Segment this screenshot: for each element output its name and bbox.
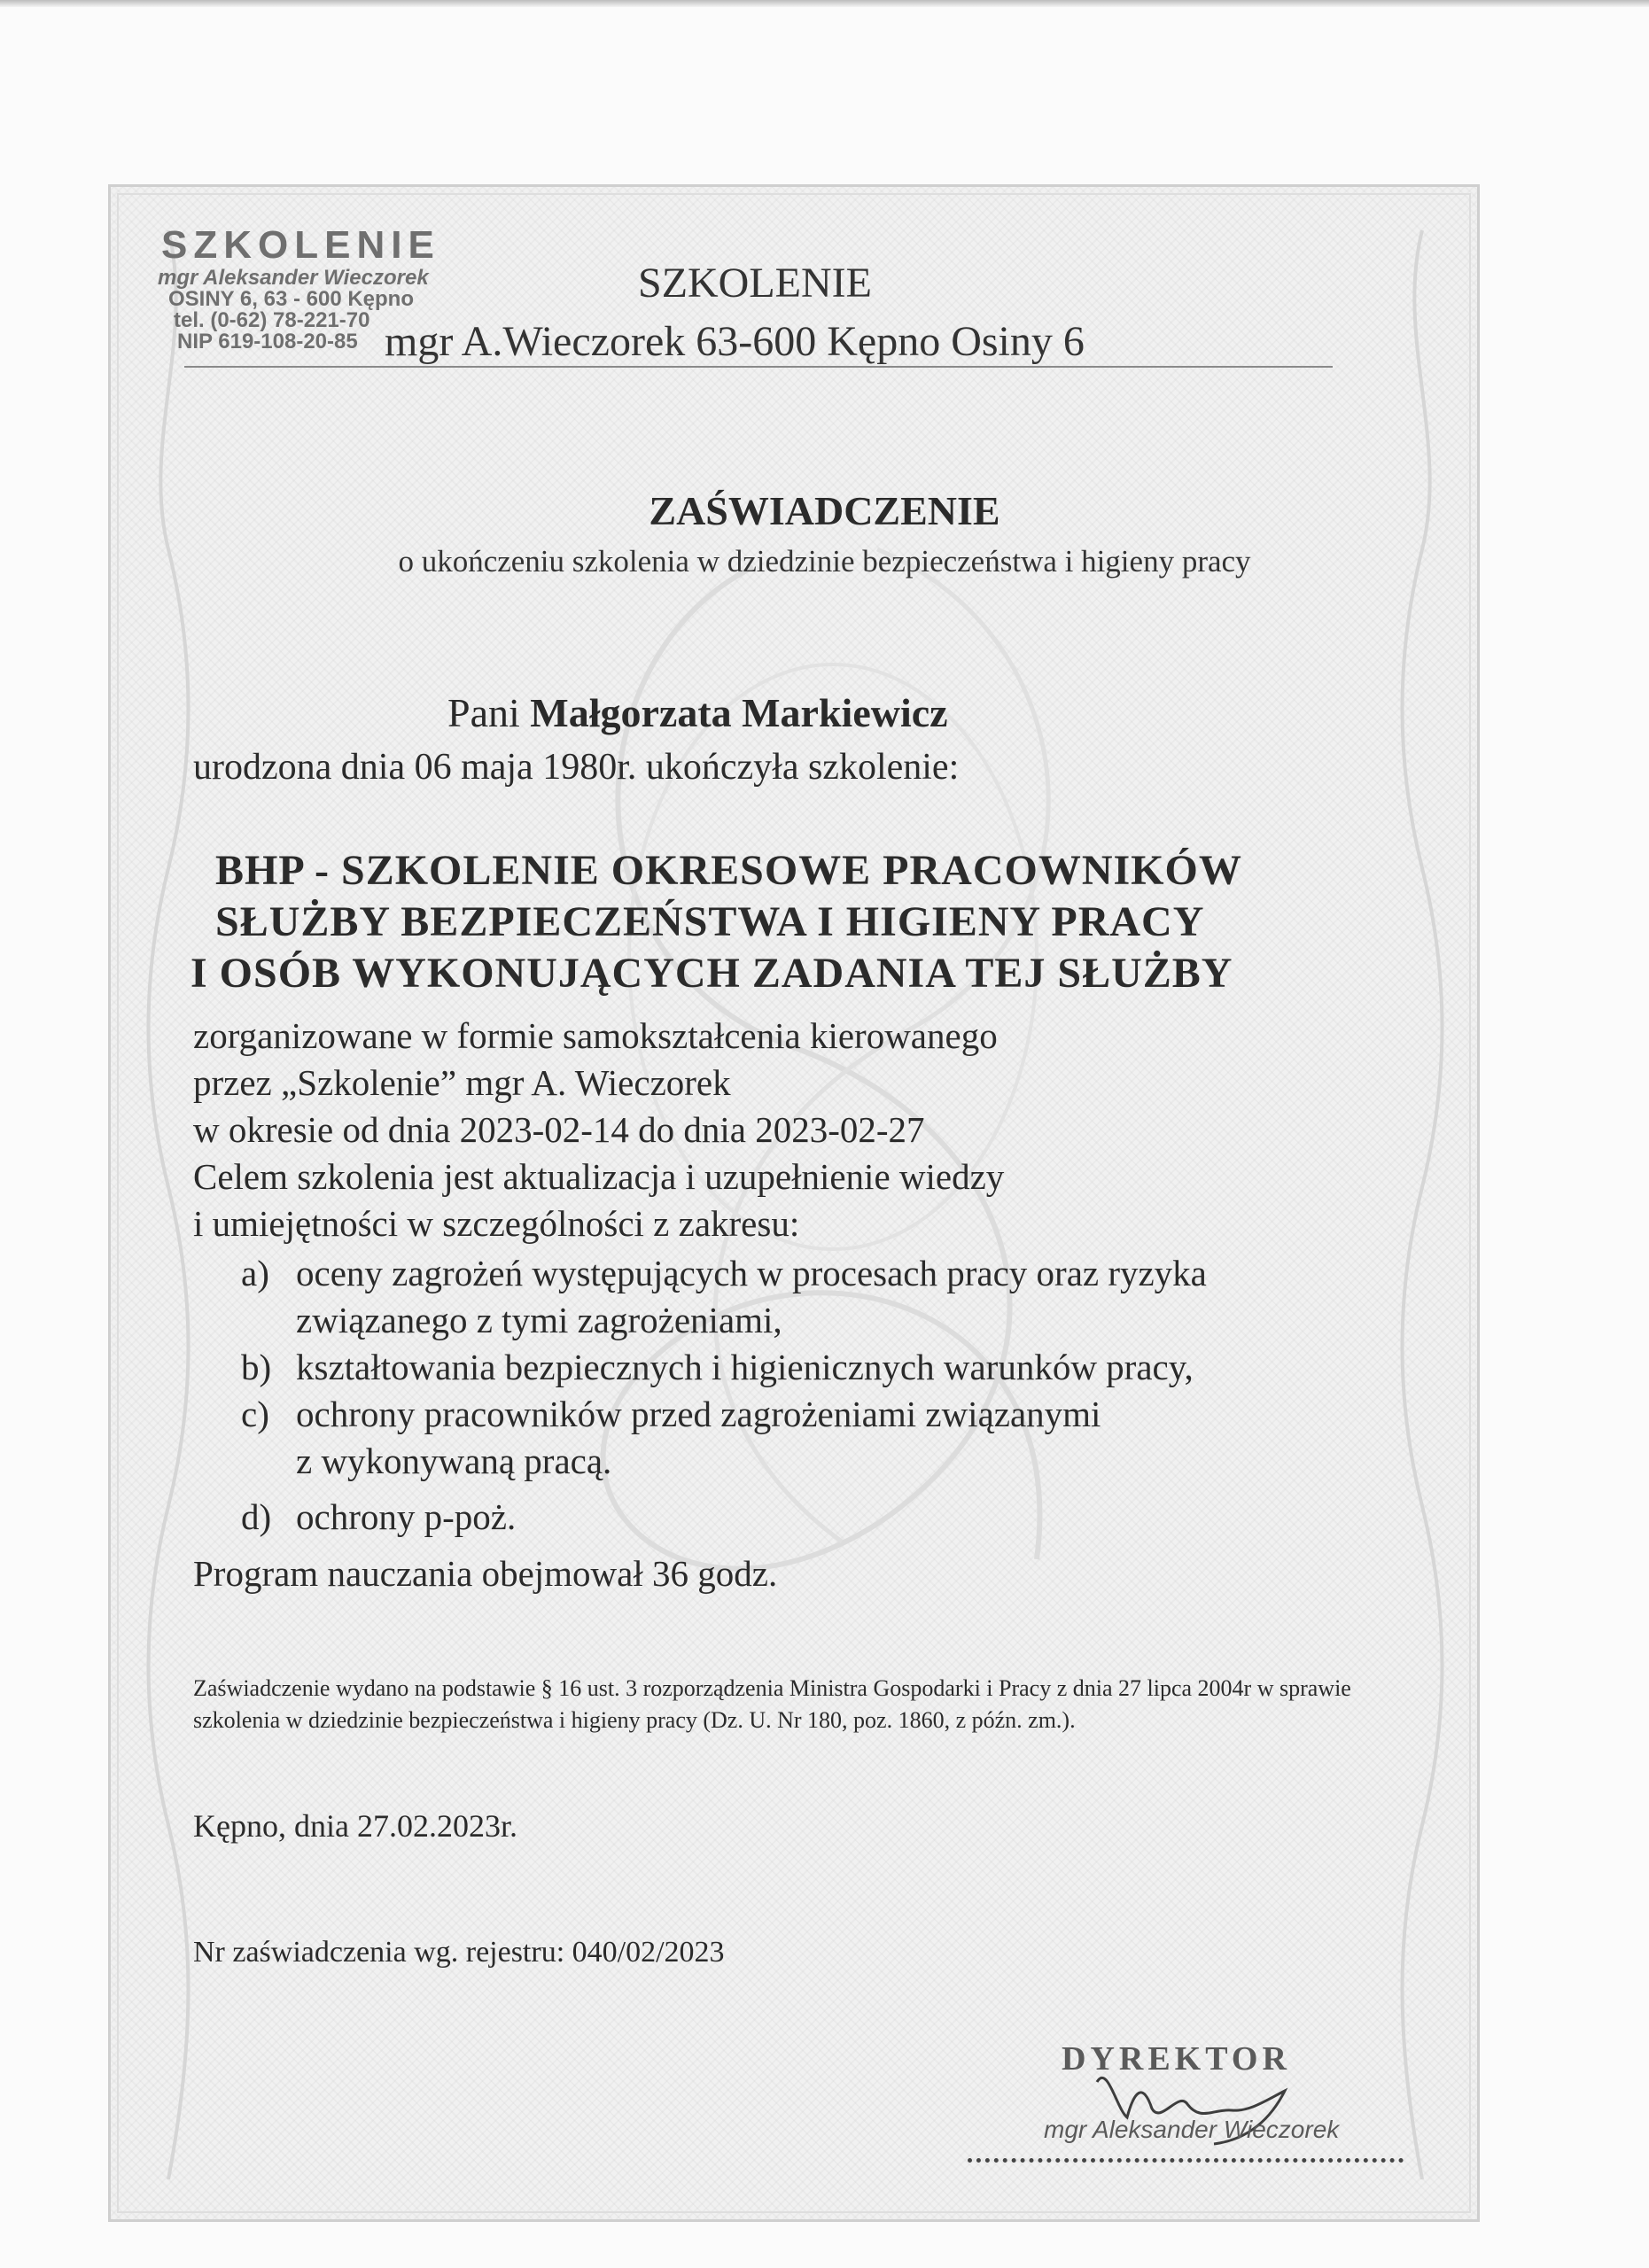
list-item: oceny zagrożeń występujących w procesach pracy oraz ryzyka [296,1253,1207,1293]
place-and-date: Kępno, dnia 27.02.2023r. [193,1808,517,1844]
course-title [191,846,1422,1000]
header-company: SZKOLENIE [638,260,872,307]
list-letter: d) [241,1496,272,1537]
stamp-title: SZKOLENIE [161,223,440,267]
stamp-owner: mgr Aleksander Wieczorek [158,266,429,290]
director-title: DYREKTOR [1062,2040,1291,2078]
list-item: kształtowania bezpiecznych i higienicznych warunków pracy, [296,1347,1194,1387]
header-address: mgr A.Wieczorek 63-600 Kępno Osiny 6 [385,318,1085,365]
list-item: ochrony p-poż. [296,1496,517,1537]
course-title-line: I OSÓB WYKONUJĄCYCH ZADANIA TEJ SŁUŻBY [191,950,1233,997]
recipient-name: Małgorzata Markiewicz [530,690,948,735]
director-name: mgr Aleksander Wieczorek [1044,2116,1340,2143]
detail-line: przez „Szkolenie” mgr A. Wieczorek [193,1062,731,1103]
birth-date-line: urodzona dnia 06 maja 1980r. ukończyła szkolenie: [193,747,960,788]
register-number: Nr zaświadczenia wg. rejestru: 040/02/2023 [193,1936,725,1969]
document-title: ZAŚWIADCZENIE [649,488,1000,533]
detail-line: zorganizowane w formie samokształcenia kierowanego [193,1015,998,1056]
list-letter: c) [241,1394,269,1434]
detail-line: i umiejętności w szczególności z zakresu: [193,1203,800,1244]
course-title-line: SŁUŻBY BEZPIECZEŃSTWA I HIGIENY PRACY [215,898,1205,945]
list-item: związanego z tymi zagrożeniami, [296,1300,782,1340]
list-item: ochrony pracowników przed zagrożeniami związanymi [296,1394,1101,1434]
detail-line: Celem szkolenia jest aktualizacja i uzupełnienie wiedzy [193,1156,1005,1197]
document-subtitle: o ukończeniu szkolenia w dziedzinie bezpieczeństwa i higieny pracy [398,544,1251,579]
recipient-line [447,689,948,736]
stamp-nip: NIP 619-108-20-85 [177,330,358,353]
program-hours: Program nauczania obejmował 36 godz. [193,1553,778,1594]
scan-edge [0,0,1649,7]
detail-line: w okresie od dnia 2023-02-14 do dnia 2023-02-27 [193,1109,925,1150]
stamp-address: OSINY 6, 63 - 600 Kępno [168,287,414,311]
list-letter: a) [241,1253,269,1293]
recipient-salutation: Pani [447,690,520,735]
list-item: z wykonywaną pracą. [296,1441,612,1481]
course-title-line: BHP - SZKOLENIE OKRESOWE PRACOWNIKÓW [215,847,1242,894]
signature-dotted-line [968,2158,1404,2163]
legal-basis: Zaświadczenie wydano na podstawie § 16 ust. 3 rozporządzenia Ministra Gospodarki i Pracy z dnia 27 lipca 2004r w sprawie szkolenia w dziedzinie bezpieczeństwa i higieny pracy (Dz. U. Nr 180, poz. 1860, z późn. zm.). [193,1675,1351,1733]
list-letter: b) [241,1347,272,1387]
header-rule [184,366,1333,368]
stamp-phone: tel. (0-62) 78-221-70 [174,308,370,332]
